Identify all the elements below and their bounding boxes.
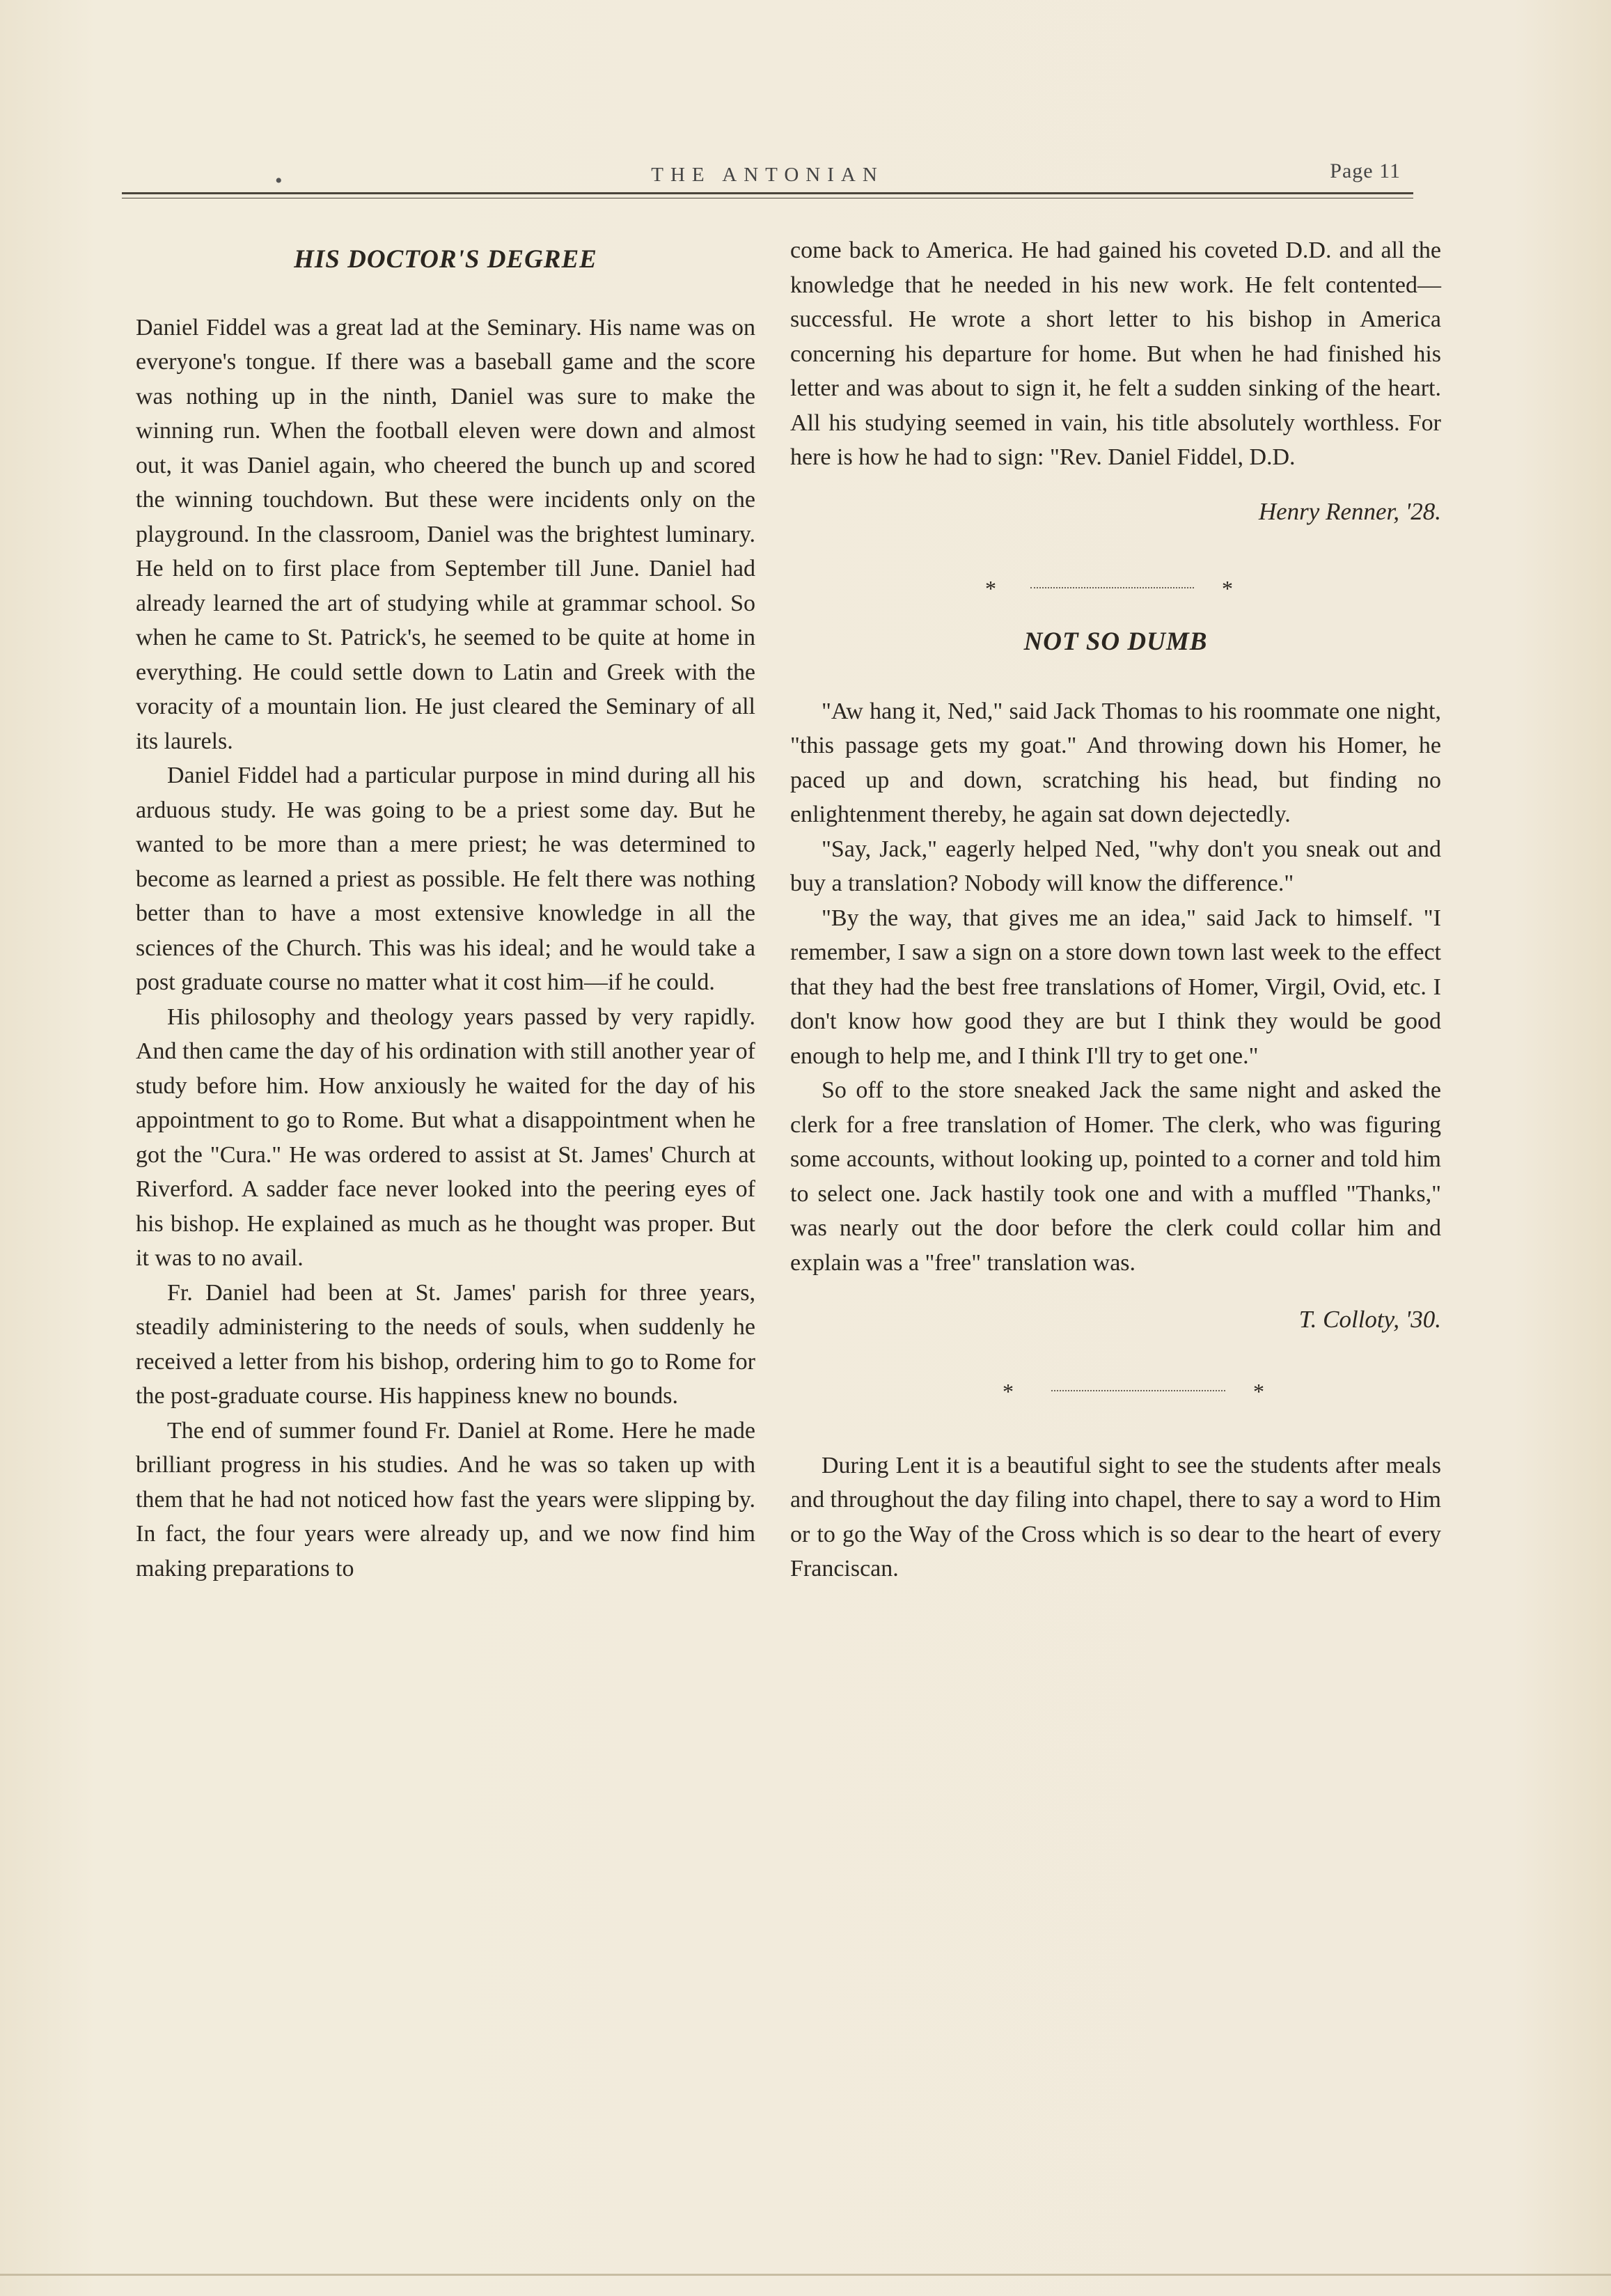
article-paragraph: During Lent it is a beautiful sight to see the students after meals and throughout the day filing into chapel, there to say a word to Him or to go the Way of the Cross which is so dear to the heart of every Franciscan. [790,1452,1441,1582]
article-paragraph: Daniel Fiddel had a particular purpose in mind during all his arduous study. He was going to be a priest some day. But he wanted to be more than a mere priest; he was determined to become as learned a priest as possible. He felt there was nothing better than to have a most extensive knowledge in all the sciences of the Church. This was his ideal; and he would take a post graduate course no matter what it cost him—if he could. [136,763,755,995]
header-rule [122,192,1413,194]
author-signature: Henry Renner, '28. [1258,497,1441,525]
article-continuation: come back to America. He had gained his coveted D.D. and all the knowledge that he needed in his new work. He felt contented—successful. He wrote a short letter to his bishop in America concerning his departure for home. But when he had finished his letter and was about to sign it, he felt a sudden sinking of the heart. All his studying seemed in vain, his title absolutely worthless. For here is how he had to sign: "Rev. Daniel Fiddel, D.D. [790,237,1441,470]
separator-star: * [1253,1378,1264,1404]
separator-star: * [1222,576,1233,601]
article-title: HIS DOCTOR'S DEGREE [294,245,597,274]
author-signature: T. Colloty, '30. [1298,1306,1441,1333]
article-paragraph: "Aw hang it, Ned," said Jack Thomas to his roommate one night, "this passage gets my goat." And throwing down his Homer, he paced up and down, scratching his head, but finding no enlightenment thereby, he again sat down dejectedly. [790,698,1441,827]
page-fold-line [0,2274,1611,2276]
article-paragraph: So off to the store sneaked Jack the same night and asked the clerk for a free translation of Homer. The clerk, who was figuring some accounts, without looking up, pointed to a corner and told him to select one. Jack hastily took one and with a muffled "Thanks," was nearly out the door before the clerk could collar him and explain was a "free" translation was. [790,1077,1441,1276]
section-separator [790,1372,1441,1407]
separator-star: * [1003,1378,1014,1404]
separator-star: * [985,576,996,601]
page-number: Page 11 [1330,159,1401,182]
separator-line [1051,1390,1225,1391]
section-separator [790,569,1441,604]
left-column [136,242,755,1586]
article-paragraph: His philosophy and theology years passed by very rapidly. And then came the day of his ordination with still another year of study before him. How anxiously he waited for the day of his appointment to go to Rome. But what a disappointment when he got the "Cura." He was ordered to assist at St. James' Church at Riverford. A sadder face never looked into the peering eyes of his bishop. He explained as much as he thought was proper. But it was to no avail. [136,1003,755,1271]
article-paragraph: Fr. Daniel had been at St. James' parish for three years, steadily administering to the needs of souls, when suddenly he received a letter from his bishop, ordering him to go to Rome for the post-graduate course. His happiness knew no bounds. [136,1279,755,1409]
separator-line [1030,587,1194,588]
magazine-title: THE ANTONIAN [651,164,884,186]
article-paragraph: Daniel Fiddel was a great lad at the Seminary. His name was on everyone's tongue. If there was a baseball game and the score was nothing up in the ninth, Daniel was sure to make the winning run. When the football eleven were down and almost out, it was Daniel again, who cheered the bunch up and scored the winning touchdown. But these were incidents only on the playground. In the classroom, Daniel was the brightest luminary. He held on to first place from September till June. Daniel had already learned the art of studying while at grammar school. So when he came to St. Patrick's, he seemed to be quite at home in everything. He could settle down to Latin and Greek with the voracity of a mountain lion. He just cleared the Seminary of all its laurels. [136,314,755,754]
article-paragraph: "By the way, that gives me an idea," said Jack to himself. "I remember, I saw a sign on a store down town last week to the effect that they had the best free translations of Homer, Virgil, Ovid, etc. I don't know how good they are but I think they would be good enough to help me, and I think I'll try to get one." [790,905,1441,1069]
right-column [790,233,1441,1586]
article-title: NOT SO DUMB [1023,627,1208,656]
header-dot: • [275,169,283,192]
article-paragraph: The end of summer found Fr. Daniel at Rome. Here he made brilliant progress in his studies. And he was so taken up with them that he had not noticed how fast the years were slipping by. In fact, the four years were already up, and we now find him making preparations to [136,1417,755,1582]
article-paragraph: "Say, Jack," eagerly helped Ned, "why don't you sneak out and buy a translation? Nobody will know the difference." [790,836,1441,896]
